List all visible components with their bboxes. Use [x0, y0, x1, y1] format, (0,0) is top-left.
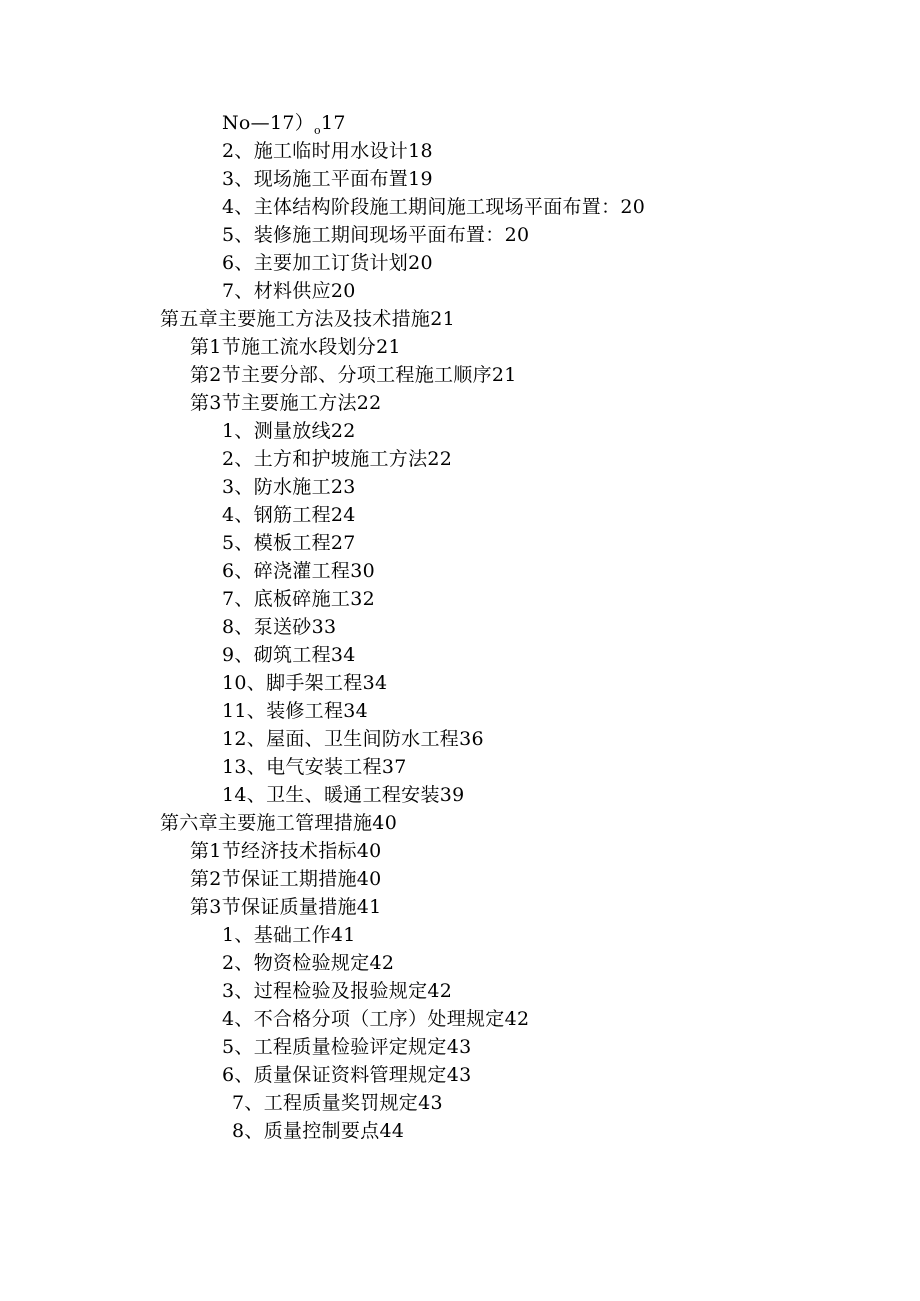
toc-item: 6、主要加工订货计划20 — [222, 252, 433, 274]
toc-item: 7、工程质量奖罚规定43 — [232, 1092, 443, 1114]
toc-item: 6、碎浇灌工程30 — [222, 560, 375, 582]
toc-chapter: 第五章主要施工方法及技术措施21 — [160, 308, 455, 330]
toc-item: 7、底板碎施工32 — [222, 588, 375, 610]
toc-item: 13、电气安装工程37 — [222, 756, 407, 778]
toc-section: 第3节主要施工方法22 — [190, 392, 382, 414]
toc-section: 第3节保证质量措施41 — [190, 896, 382, 918]
toc-item: 3、过程检验及报验规定42 — [222, 980, 453, 1002]
toc-entry-continuation — [0, 109, 920, 137]
toc-chapter: 第六章主要施工管理措施40 — [160, 812, 398, 834]
toc-section: 第1节施工流水段划分21 — [190, 336, 401, 358]
toc-item: 4、不合格分项（工序）处理规定42 — [222, 1008, 530, 1030]
toc-item: 2、施工临时用水设计18 — [222, 140, 433, 162]
toc-item: 6、质量保证资料管理规定43 — [222, 1064, 472, 1086]
table-of-contents — [0, 109, 920, 1145]
toc-item: 8、泵送砂33 — [222, 616, 337, 638]
toc-entry-text: No—17） — [222, 112, 315, 134]
toc-section: 第1节经济技术指标40 — [190, 840, 382, 862]
toc-section: 第2节主要分部、分项工程施工顺序21 — [190, 364, 517, 386]
toc-item: 9、砌筑工程34 — [222, 644, 356, 666]
toc-item: 5、装修施工期间现场平面布置：20 — [222, 224, 530, 246]
toc-item: 11、装修工程34 — [222, 700, 369, 722]
toc-item: 3、防水施工23 — [222, 476, 356, 498]
toc-item: 5、模板工程27 — [222, 532, 356, 554]
toc-item: 10、脚手架工程34 — [222, 672, 388, 694]
toc-entries — [0, 137, 920, 1145]
toc-item: 8、质量控制要点44 — [232, 1120, 405, 1142]
toc-item: 4、主体结构阶段施工期间施工现场平面布置：20 — [222, 196, 646, 218]
toc-item: 14、卫生、暖通工程安装39 — [222, 784, 465, 806]
toc-item: 3、现场施工平面布置19 — [222, 168, 433, 190]
toc-entry-page: 17 — [320, 112, 346, 134]
toc-item: 12、屋面、卫生间防水工程36 — [222, 728, 484, 750]
toc-item: 7、材料供应20 — [222, 280, 356, 302]
toc-item: 2、物资检验规定42 — [222, 952, 395, 974]
toc-item: 1、基础工作41 — [222, 924, 356, 946]
toc-item: 5、工程质量检验评定规定43 — [222, 1036, 472, 1058]
toc-item: 4、钢筋工程24 — [222, 504, 356, 526]
toc-item: 2、土方和护坡施工方法22 — [222, 448, 453, 470]
toc-item: 1、测量放线22 — [222, 420, 356, 442]
toc-entry-subscript: o — [314, 124, 321, 137]
toc-section: 第2节保证工期措施40 — [190, 868, 382, 890]
